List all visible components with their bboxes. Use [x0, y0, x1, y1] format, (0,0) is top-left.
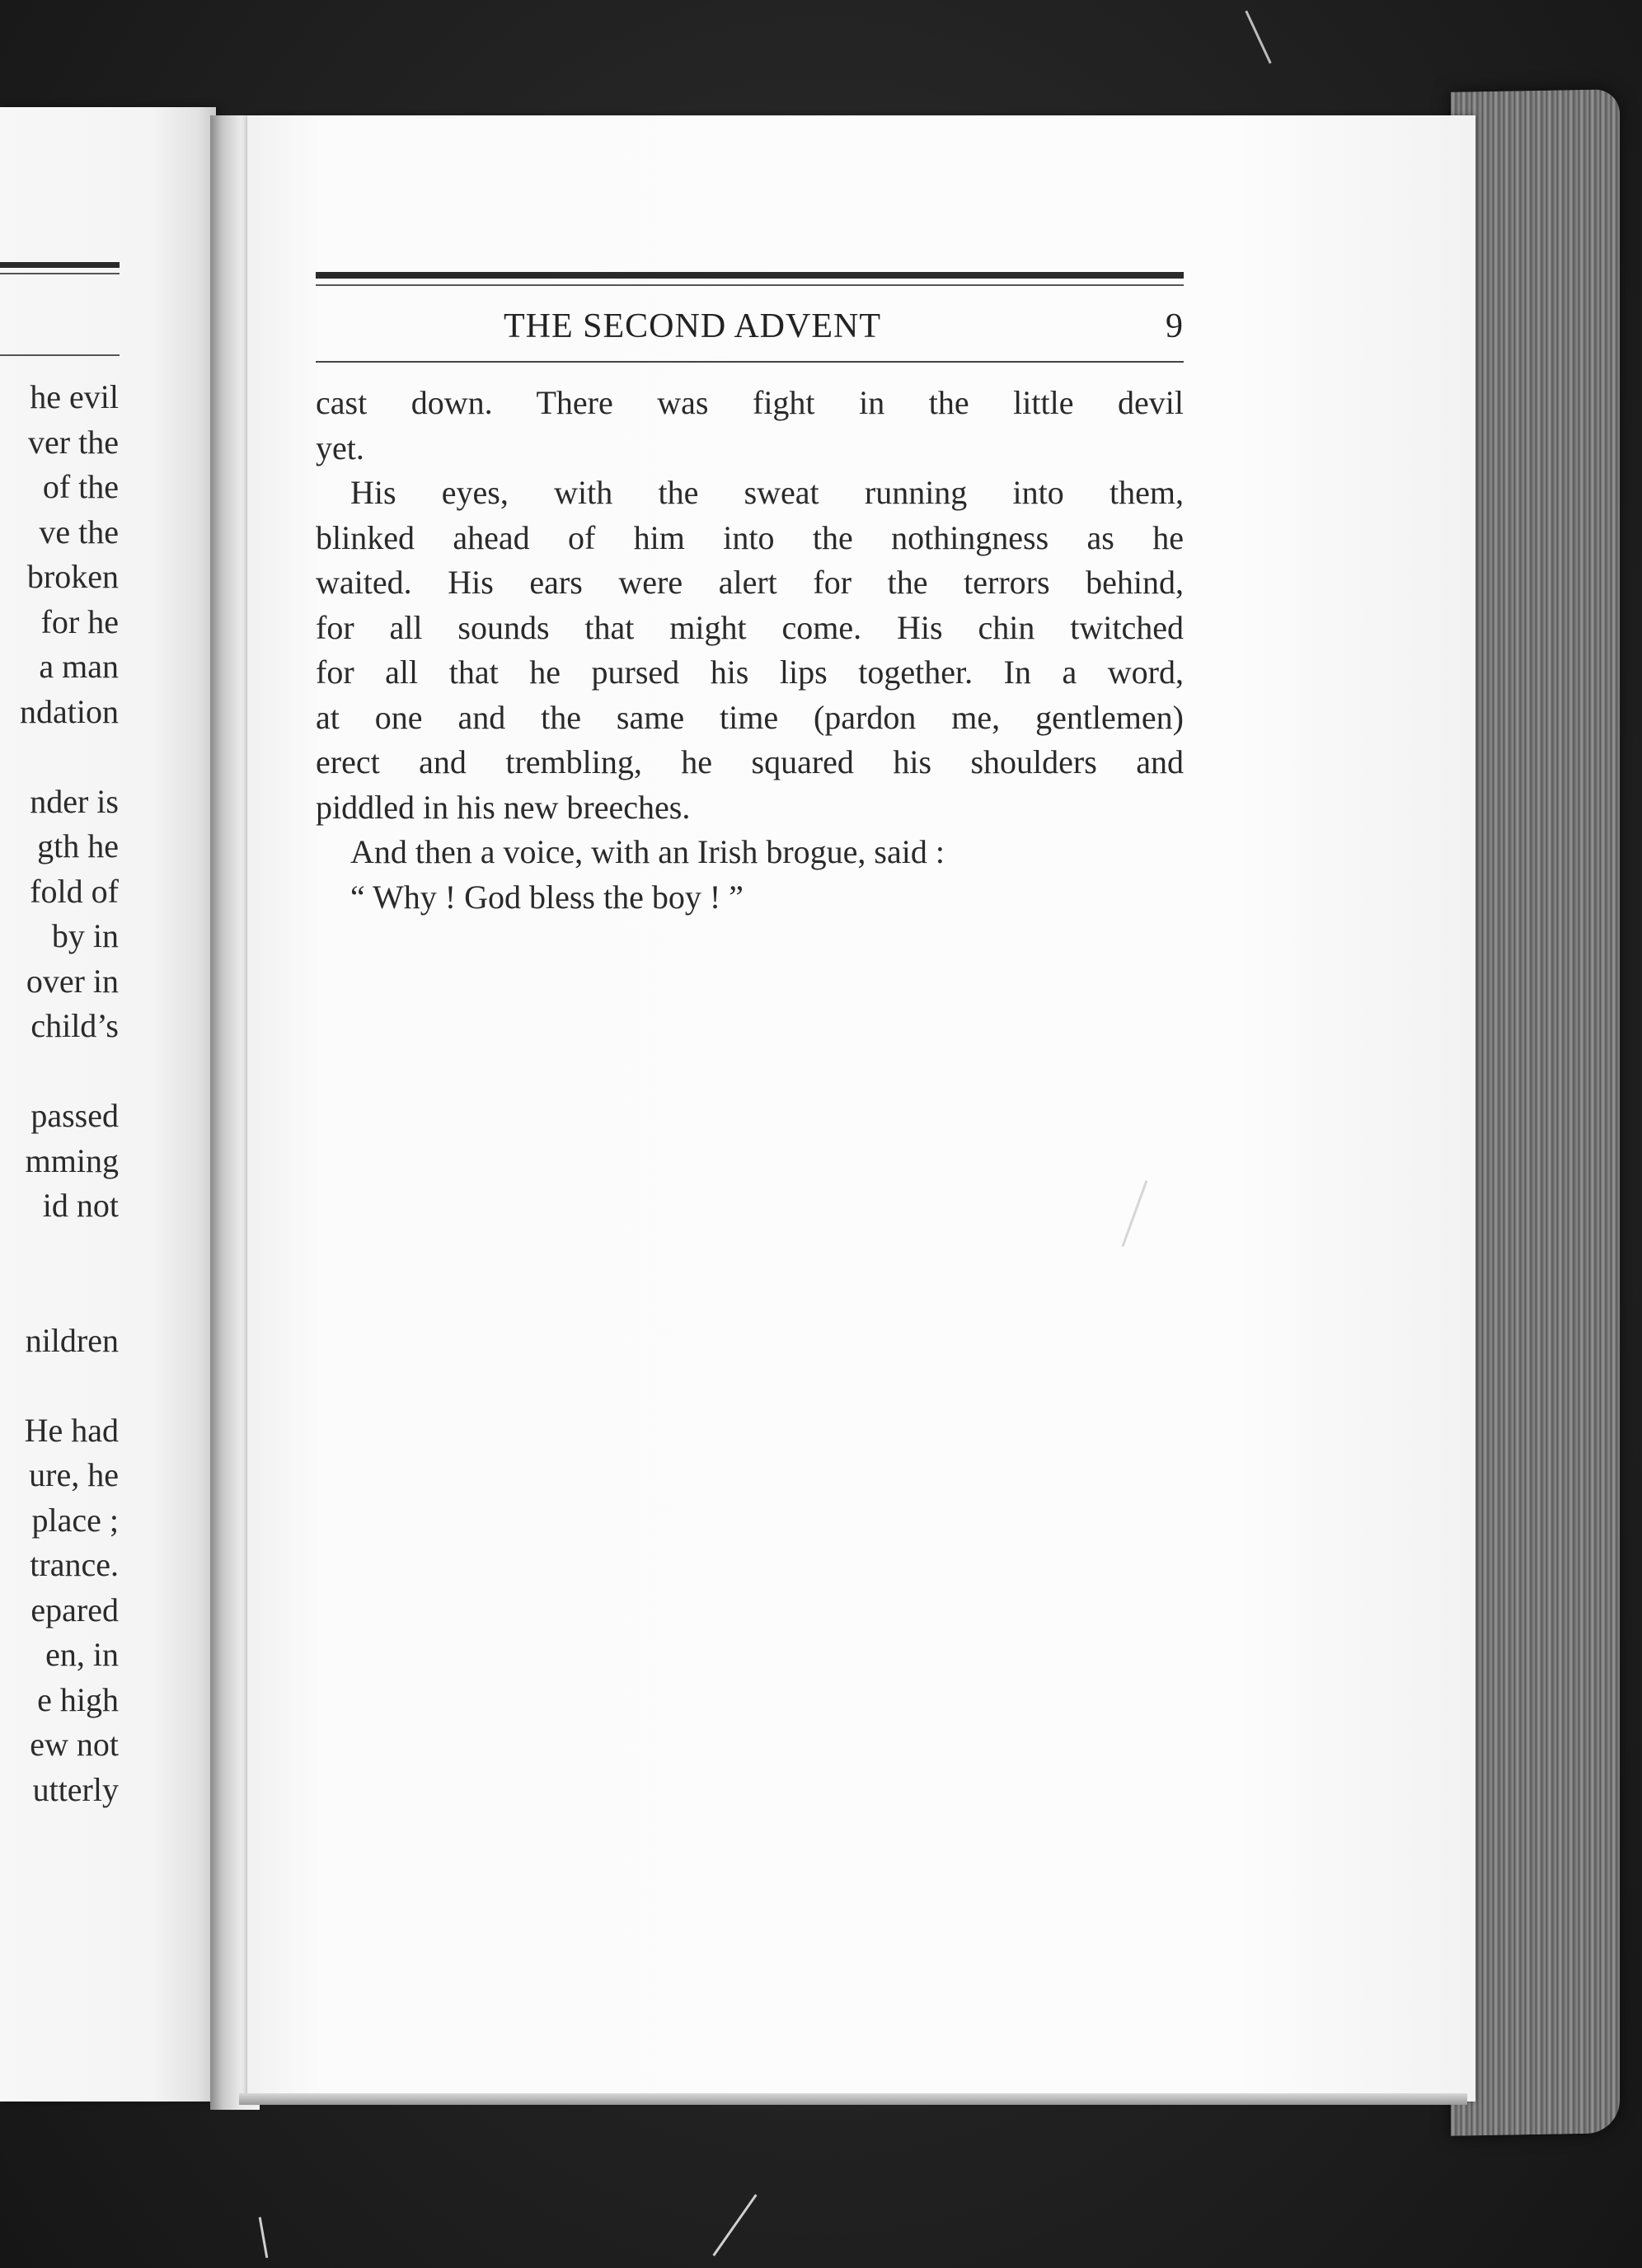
left-line: mming	[25, 1141, 119, 1179]
left-page-text	[0, 375, 119, 1812]
left-line: epared	[30, 1591, 119, 1628]
left-line	[0, 1273, 119, 1319]
right-page-bottom-edge	[239, 2093, 1467, 2105]
left-line: by in	[51, 917, 119, 954]
body-line: erect and trembling, he squared his shoulders and	[316, 743, 1184, 780]
left-line: ver the	[28, 423, 119, 461]
body-line: His eyes, with the sweat running into them,	[350, 474, 1184, 511]
header-rule-thin	[316, 284, 1184, 286]
left-line: fold of	[30, 872, 119, 910]
left-line: ew not	[30, 1726, 119, 1763]
left-line: e high	[37, 1680, 119, 1718]
left-line: en, in	[45, 1636, 119, 1673]
body-line: at one and the same time (pardon me, gentlemen)	[316, 698, 1184, 736]
left-line: ure, he	[29, 1456, 119, 1493]
left-line: gth he	[37, 827, 119, 865]
page-number: 9	[1166, 307, 1184, 345]
left-header-rule-thin	[0, 273, 120, 274]
left-page	[0, 107, 216, 2102]
left-line: of the	[42, 468, 119, 505]
left-line: utterly	[32, 1770, 119, 1808]
left-line: place ;	[31, 1501, 119, 1539]
left-line: passed	[30, 1097, 119, 1134]
left-line: child’s	[30, 1007, 119, 1044]
left-line	[0, 1049, 119, 1094]
running-head-title: THE SECOND ADVENT	[504, 307, 881, 345]
body-line: for all sounds that might come. His chin twitched	[316, 608, 1184, 646]
left-line: a man	[39, 648, 119, 685]
left-line: broken	[26, 558, 119, 595]
body-line: “ Why ! God bless the boy ! ”	[350, 878, 744, 916]
book-fore-edge	[1451, 89, 1620, 2136]
left-line: ve the	[39, 513, 119, 551]
left-line: over in	[26, 962, 119, 1000]
left-header-rule-thick	[0, 262, 120, 268]
left-line: He had	[24, 1411, 119, 1449]
body-line: And then a voice, with an Irish brogue, said :	[350, 833, 945, 870]
left-line: ndation	[20, 692, 119, 730]
body-line: piddled in his new breeches.	[316, 788, 691, 826]
header-rule-bottom	[316, 361, 1184, 363]
left-line: trance.	[30, 1546, 119, 1583]
left-line: for he	[40, 602, 119, 640]
page-body-text	[316, 381, 1184, 920]
scan-scuff	[1245, 11, 1271, 64]
left-line	[0, 1229, 119, 1274]
scan-scuff	[712, 2194, 757, 2256]
header-rule-thick	[316, 272, 1184, 279]
left-line	[0, 734, 119, 780]
body-line: for all that he pursed his lips together. In a word,	[316, 654, 1184, 691]
body-line: cast down. There was fight in the little devil	[316, 384, 1184, 421]
left-line: nildren	[25, 1321, 119, 1359]
left-line	[0, 1363, 119, 1408]
scan-scuff	[259, 2217, 269, 2258]
left-line: he evil	[30, 378, 119, 415]
left-header-rule-bottom	[0, 354, 120, 356]
body-line: waited. His ears were alert for the terrors behind,	[316, 564, 1184, 601]
body-line: yet.	[316, 429, 364, 466]
body-line: blinked ahead of him into the nothingness as he	[316, 518, 1184, 556]
left-line: id not	[42, 1187, 119, 1224]
left-line: nder is	[30, 782, 119, 820]
running-head	[316, 307, 1184, 353]
